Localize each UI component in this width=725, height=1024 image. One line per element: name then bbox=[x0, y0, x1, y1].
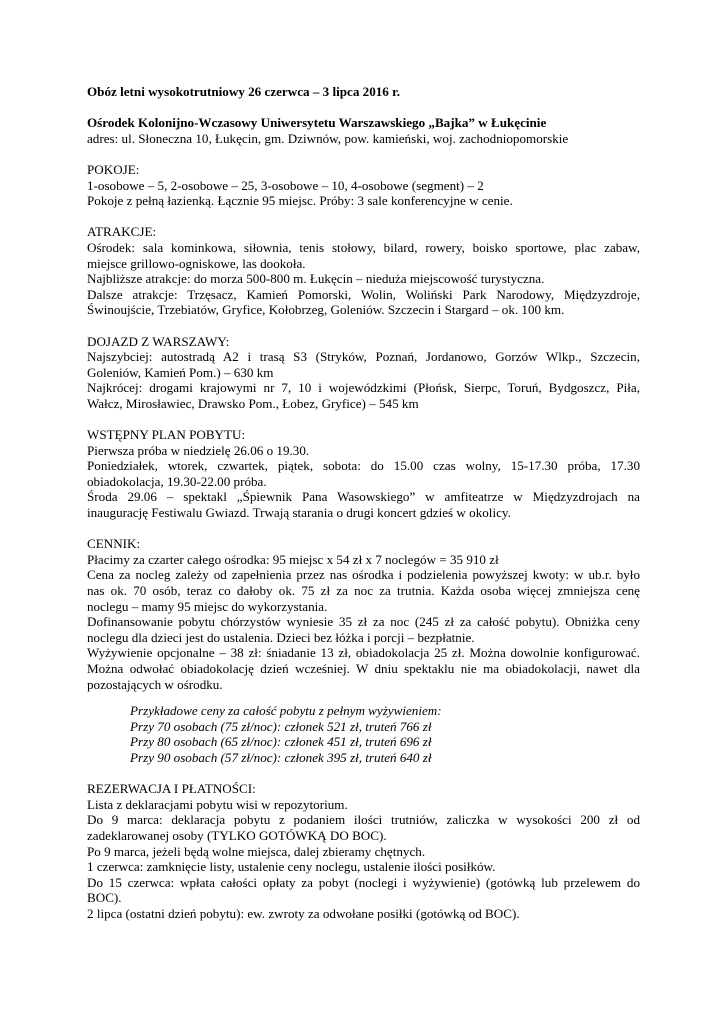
booking-line: zadeklarowanej osoby (TYLKO GOTÓWKĄ DO BOC). bbox=[87, 827, 387, 843]
plan-line: Pierwsza próba w niedzielę 26.06 o 19.30. bbox=[87, 442, 310, 458]
booking-heading: REZERWACJA I PŁATNOŚCI: bbox=[87, 781, 256, 797]
attractions-line: Najbliższe atrakcje: do morza 500-800 m. Łukęcin – nieduża miejscowość turystyczna. bbox=[87, 271, 545, 287]
booking-line: Lista z deklaracjami pobytu wisi w repozytorium. bbox=[87, 796, 348, 812]
pricing-example: Przy 90 osobach (57 zł/noc): członek 395 zł, truteń 640 zł bbox=[130, 749, 432, 765]
venue-address: adres: ul. Słoneczna 10, Łukęcin, gm. Dziwnów, pow. kamieński, woj. zachodniopomorskie bbox=[87, 130, 569, 146]
pricing-line: Cena za nocleg zależy od zapełnienia przez nas ośrodka i podzielenia powyższej kwoty: w ub.r. było bbox=[87, 567, 640, 583]
plan-heading: WSTĘPNY PLAN POBYTU: bbox=[87, 427, 246, 443]
pricing-line: nas ok. 70 osób, teraz co dałoby ok. 75 zł za noc za trutnia. Każda osoba więcej zmniejsza cenę bbox=[87, 583, 640, 598]
pricing-example: Przy 80 osobach (65 zł/noc): członek 451 zł, truteń 696 zł bbox=[130, 734, 432, 750]
pricing-example: Przy 70 osobach (75 zł/noc): członek 521 zł, truteń 766 zł bbox=[130, 718, 432, 734]
travel-heading: DOJAZD Z WARSZAWY: bbox=[87, 333, 230, 349]
document-page bbox=[87, 84, 640, 921]
travel-line: Najkrócej: drogami krajowymi nr 7, 10 i wojewódzkimi (Płońsk, Sierpc, Toruń, Bydgoszcz, Piła, bbox=[87, 380, 640, 396]
attractions-line: Dalsze atrakcje: Trzęsacz, Kamień Pomorski, Wolin, Woliński Park Narodowy, Międzyzdroje, bbox=[87, 286, 640, 302]
booking-line: Do 15 czerwca: wpłata całości opłaty za pobyt (noclegi i wyżywienie) (gotówką lub przelewem do bbox=[87, 874, 640, 890]
document-title: Obóz letni wysokotrutniowy 26 czerwca – 3 lipca 2016 r. bbox=[87, 84, 401, 99]
pricing-heading: CENNIK: bbox=[87, 536, 141, 552]
attractions-line: miejsce grillowo-ogniskowe, las dookoła. bbox=[87, 255, 306, 271]
pricing-line: Płacimy za czarter całego ośrodka: 95 miejsc x 54 zł x 7 noclegów = 35 910 zł bbox=[87, 551, 499, 567]
plan-line: inaugurację Festiwalu Gwiazd. Trwają starania o drugi koncert gdzieś w okolicy. bbox=[87, 505, 511, 521]
pricing-line: Można odwołać obiadokolację dzień wcześniej. W dniu spektaklu nie ma obiadokolacji, nawet dla bbox=[87, 660, 640, 676]
booking-line: Po 9 marca, jeżeli będą wolne miejsca, dalej zbieramy chętnych. bbox=[87, 843, 426, 859]
plan-line: Poniedziałek, wtorek, czwartek, piątek, sobota: do 15.00 czas wolny, 15-17.30 próba, 17.30 bbox=[87, 458, 640, 474]
booking-line: 1 czerwca: zamknięcie listy, ustalenie ceny noclegu, ustalenie ilości posiłków. bbox=[87, 859, 496, 875]
rooms-heading: POKOJE: bbox=[87, 161, 140, 177]
travel-line: Goleniów, Kamień Pom.) – 630 km bbox=[87, 364, 274, 380]
booking-line: Do 9 marca: deklaracja pobytu z podaniem ilości trutniów, zaliczka w wysokości 200 zł od bbox=[87, 812, 640, 828]
venue-name: Ośrodek Kolonijno-Wczasowy Uniwersytetu Warszawskiego „Bajka” w Łukęcinie bbox=[87, 115, 547, 131]
attractions-line: Ośrodek: sala kominkowa, siłownia, tenis stołowy, bilard, rowery, boisko sportowe, plac zabaw, bbox=[87, 239, 640, 255]
pricing-line: noclegu – mamy 95 miejsc do wykorzystania. bbox=[87, 598, 328, 614]
booking-line: 2 lipca (ostatni dzień pobytu): ew. zwroty za odwołane posiłki (gotówką od BOC). bbox=[87, 905, 520, 921]
rooms-line: 1-osobowe – 5, 2-osobowe – 25, 3-osobowe – 10, 4-osobowe (segment) – 2 bbox=[87, 177, 484, 193]
pricing-line: Wyżywienie opcjonalne – 38 zł: śniadanie 13 zł, obiadokolacja 25 zł. Można dowolnie konfigurować. bbox=[87, 645, 640, 661]
pricing-line: Dofinansowanie pobytu chórzystów wyniesie 35 zł za noc (245 zł za całość pobytu). Obniżka ceny bbox=[87, 614, 640, 630]
pricing-line: noclegu dla dzieci jest do ustalenia. Dzieci bez łóżka i porcji – bezpłatnie. bbox=[87, 629, 475, 645]
booking-line: BOC). bbox=[87, 890, 122, 906]
pricing-line: pozostających w ośrodku. bbox=[87, 676, 223, 692]
travel-line: Najszybciej: autostradą A2 i trasą S3 (Stryków, Poznań, Jordanowo, Gorzów Wlkp., Szczecin, bbox=[87, 349, 640, 365]
attractions-line: Świnoujście, Trzebiatów, Gryfice, Kołobrzeg, Goleniów. Szczecin i Stargard – ok. 100 km. bbox=[87, 302, 565, 318]
rooms-line: Pokoje z pełną łazienką. Łącznie 95 miejsc. Próby: 3 sale konferencyjne w cenie. bbox=[87, 193, 513, 209]
plan-line: Środa 29.06 – spektakl „Śpiewnik Pana Wasowskiego” w amfiteatrze w Międzyzdrojach na bbox=[87, 489, 640, 505]
plan-line: obiadokolacja, 19.30-22.00 próba. bbox=[87, 473, 267, 489]
attractions-heading: ATRAKCJE: bbox=[87, 224, 157, 240]
travel-line: Wałcz, Mirosławiec, Drawsko Pom., Łobez, Gryfice) – 545 km bbox=[87, 395, 419, 411]
pricing-example-heading: Przykładowe ceny za całość pobytu z pełnym wyżywieniem: bbox=[130, 703, 442, 719]
